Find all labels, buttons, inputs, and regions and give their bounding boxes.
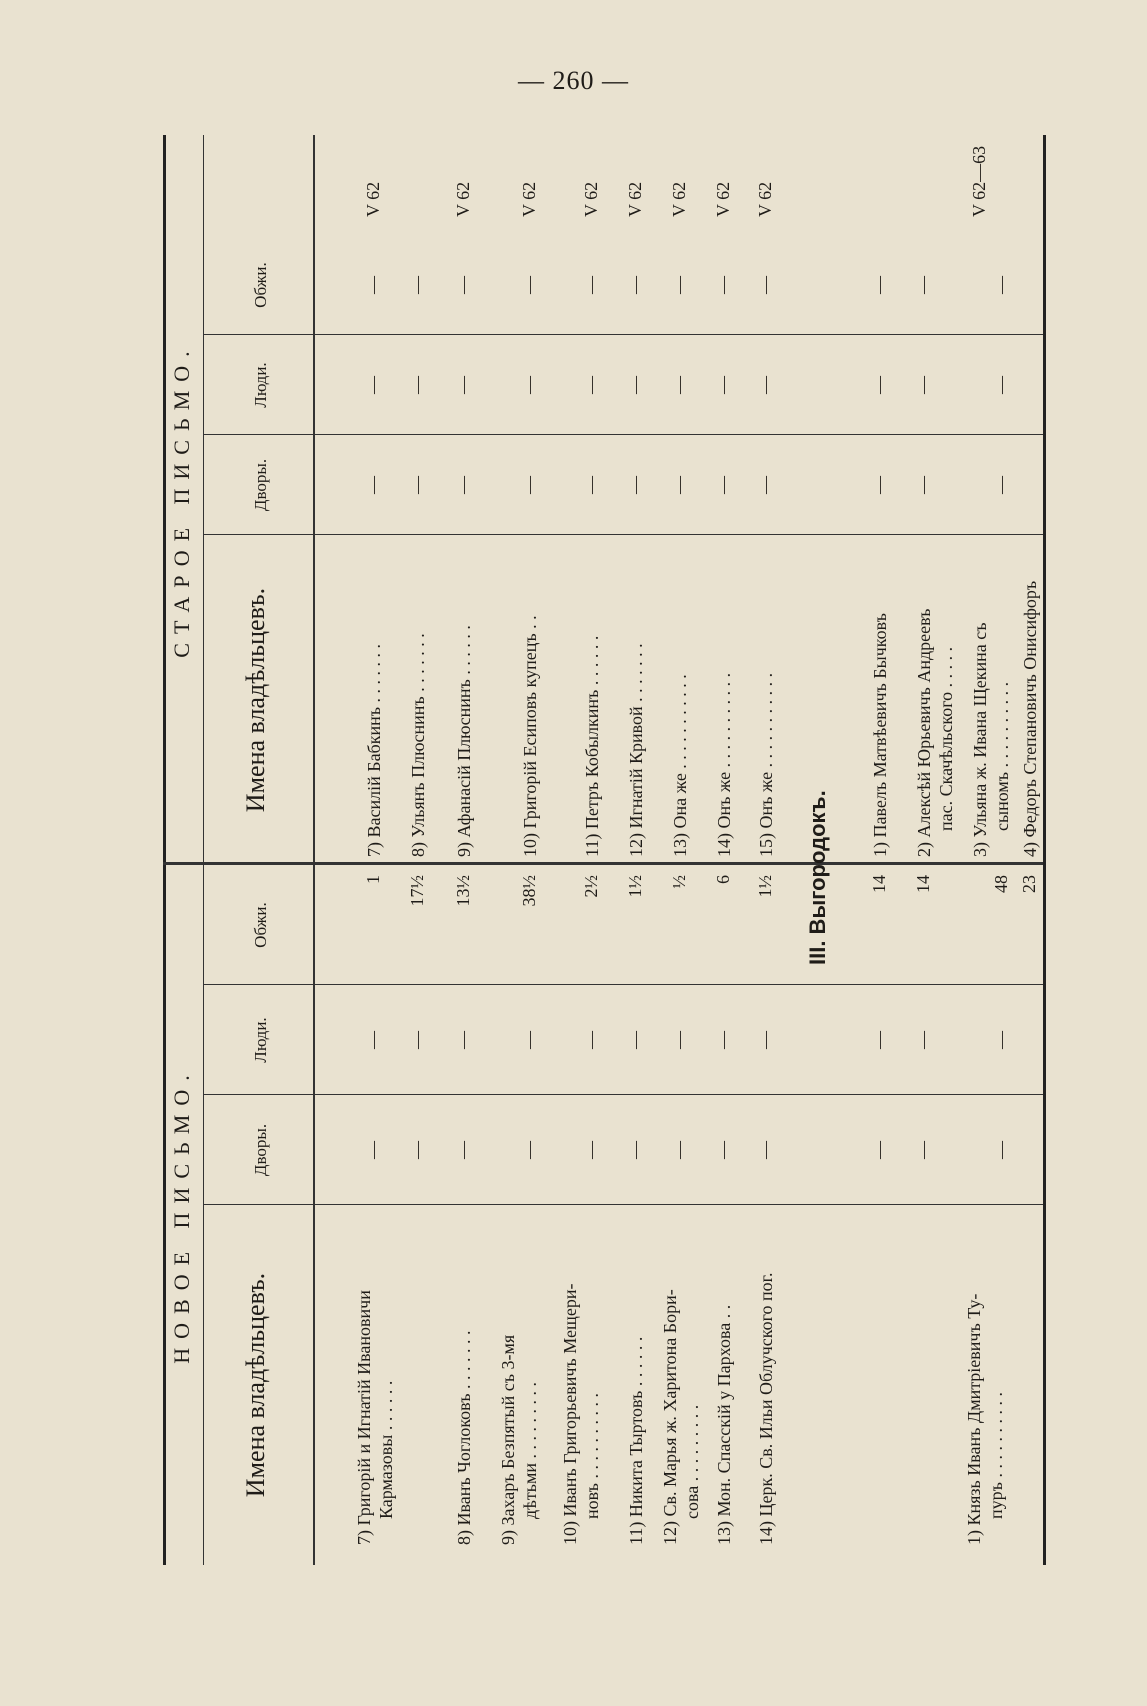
empty-cell-dash: — xyxy=(407,1141,427,1159)
empty-cell-dash: — xyxy=(755,276,775,294)
new-col-names: Имена владѣльцевъ. xyxy=(241,1272,270,1498)
empty-cell-dash: — xyxy=(991,1031,1011,1049)
empty-cell-dash: — xyxy=(453,376,473,394)
empty-cell-dash: — xyxy=(625,476,645,494)
new-owner-cont: пуръ . . . . . . . . . . xyxy=(986,1392,1006,1519)
new-obzhi: 48 xyxy=(991,875,1011,893)
old-owner-cont: сыномъ . . . . . . . . . . xyxy=(992,681,1012,831)
empty-cell-dash: — xyxy=(913,376,933,394)
ref: V 62 xyxy=(363,181,383,217)
old-col-obzhi: Обжи. xyxy=(251,262,270,308)
ref: V 62 xyxy=(519,181,539,217)
empty-cell-dash: — xyxy=(581,476,601,494)
new-obzhi: 14 xyxy=(869,875,889,893)
old-owner: 9) Афанасій Плюснинъ . . . . . . xyxy=(454,625,474,857)
empty-cell-dash: — xyxy=(625,1141,645,1159)
old-col-dvory: Дворы. xyxy=(251,458,270,512)
new-obzhi: 6 xyxy=(713,875,733,884)
new-owner-cont: дѣтьми . . . . . . . . . xyxy=(520,1381,540,1519)
new-col-obzhi: Обжи. xyxy=(251,902,270,948)
empty-cell-dash: — xyxy=(363,276,383,294)
header-rule xyxy=(313,135,315,1565)
old-owner: 8) Ульянъ Плюснинъ . . . . . . . xyxy=(408,633,428,857)
new-col-lyudi: Люди. xyxy=(251,1017,270,1063)
empty-cell-dash: — xyxy=(713,276,733,294)
empty-cell-dash: — xyxy=(991,376,1011,394)
ref: V 62 xyxy=(453,181,473,217)
empty-cell-dash: — xyxy=(991,276,1011,294)
new-owner: 8) Иванъ Чоглоковъ . . . . . . . xyxy=(454,1330,474,1545)
page-number: — 260 — xyxy=(518,66,629,95)
section-divider xyxy=(163,862,1043,865)
old-owner: 1) Павелъ Матвѣевичъ Бычковъ xyxy=(870,613,890,857)
old-section-title: СТАРОЕ ПИСЬМО. xyxy=(169,342,194,658)
ref: V 62 xyxy=(755,181,775,217)
empty-cell-dash: — xyxy=(453,476,473,494)
ref: V 62 xyxy=(581,181,601,217)
empty-cell-dash: — xyxy=(407,376,427,394)
title-rule xyxy=(203,135,204,1565)
new-obzhi: 13½ xyxy=(453,875,473,907)
ref: V 62—63 xyxy=(969,145,989,217)
empty-cell-dash: — xyxy=(581,276,601,294)
empty-cell-dash: — xyxy=(363,1141,383,1159)
old-owner: 12) Игнатій Кривой . . . . . . . xyxy=(626,643,646,857)
empty-cell-dash: — xyxy=(581,1031,601,1049)
empty-cell-dash: — xyxy=(755,1031,775,1049)
empty-cell-dash: — xyxy=(869,1031,889,1049)
old-owner: 2) Алексѣй Юрьевичъ Андреевъ xyxy=(914,608,934,857)
new-obzhi: 23 xyxy=(1019,875,1039,893)
old-owner: 11) Петръ Кобылкинъ . . . . . . xyxy=(582,635,602,857)
old-owner: 4) Федоръ Степановичъ Онисифоръ xyxy=(1020,580,1040,857)
empty-cell-dash: — xyxy=(519,376,539,394)
new-col-dvory: Дворы. xyxy=(251,1123,270,1177)
new-owner-cont: сова . . . . . . . . . xyxy=(682,1404,702,1519)
empty-cell-dash: — xyxy=(363,476,383,494)
empty-cell-dash: — xyxy=(581,1141,601,1159)
empty-cell-dash: — xyxy=(519,1141,539,1159)
register-table xyxy=(163,135,1043,1565)
old-col-lyudi: Люди. xyxy=(251,362,270,408)
new-owner: 11) Никита Тыртовъ . . . . . . xyxy=(626,1336,646,1545)
empty-cell-dash: — xyxy=(669,1141,689,1159)
empty-cell-dash: — xyxy=(869,276,889,294)
new-obzhi: 1½ xyxy=(755,875,775,898)
new-obzhi: 2½ xyxy=(581,875,601,898)
empty-cell-dash: — xyxy=(669,476,689,494)
empty-cell-dash: — xyxy=(453,1031,473,1049)
new-owner: 9) Захаръ Безпятый съ 3-мя xyxy=(498,1334,518,1545)
empty-cell-dash: — xyxy=(869,1141,889,1159)
empty-cell-dash: — xyxy=(363,376,383,394)
old-owner: 13) Она же . . . . . . . . . . . xyxy=(670,674,690,857)
new-obzhi: 17½ xyxy=(407,875,427,907)
empty-cell-dash: — xyxy=(625,1031,645,1049)
empty-cell-dash: — xyxy=(453,276,473,294)
new-owner: 13) Мон. Спасскій у Пархова . . xyxy=(714,1304,734,1545)
old-owner: 3) Ульяна ж. Ивана Щекина съ xyxy=(970,622,990,857)
old-owner: 14) Онъ же . . . . . . . . . . . xyxy=(714,672,734,857)
old-owner: 10) Григорій Есиповъ купецъ . . xyxy=(520,615,540,857)
old-owner-cont: пас. Скачѣльского . . . . . xyxy=(936,646,956,831)
ref: V 62 xyxy=(669,181,689,217)
empty-cell-dash: — xyxy=(991,476,1011,494)
empty-cell-dash: — xyxy=(755,1141,775,1159)
old-owner: 7) Василій Бабкинъ . . . . . . . xyxy=(364,643,384,857)
empty-cell-dash: — xyxy=(713,1141,733,1159)
new-obzhi: 1½ xyxy=(625,875,645,898)
empty-cell-dash: — xyxy=(625,376,645,394)
empty-cell-dash: — xyxy=(755,376,775,394)
empty-cell-dash: — xyxy=(625,276,645,294)
new-owner: 10) Иванъ Григорьевичъ Мещери- xyxy=(560,1283,580,1545)
empty-cell-dash: — xyxy=(669,376,689,394)
empty-cell-dash: — xyxy=(991,1141,1011,1159)
new-owner-cont: новъ . . . . . . . . . . xyxy=(582,1393,602,1519)
new-owner-cont: Кармазовы . . . . . . xyxy=(376,1380,396,1519)
empty-cell-dash: — xyxy=(453,1141,473,1159)
new-owner: 14) Церк. Св. Ильи Облучского пог. xyxy=(756,1272,776,1545)
empty-cell-dash: — xyxy=(913,476,933,494)
ref: V 62 xyxy=(625,181,645,217)
new-obzhi: 14 xyxy=(913,875,933,893)
empty-cell-dash: — xyxy=(913,276,933,294)
empty-cell-dash: — xyxy=(713,376,733,394)
empty-cell-dash: — xyxy=(581,376,601,394)
empty-cell-dash: — xyxy=(913,1031,933,1049)
new-obzhi: 38½ xyxy=(519,875,539,907)
new-owner: 7) Григорій и Игнатій Ивановичи xyxy=(354,1290,374,1545)
new-obzhi-first: 1 xyxy=(363,875,383,884)
empty-cell-dash: — xyxy=(407,276,427,294)
subsection-title: III. Выгородокъ. xyxy=(805,790,830,965)
empty-cell-dash: — xyxy=(669,276,689,294)
new-owner: 1) Князь Иванъ Дмитріевичъ Ту- xyxy=(964,1293,984,1545)
empty-cell-dash: — xyxy=(755,476,775,494)
ref: V 62 xyxy=(713,181,733,217)
empty-cell-dash: — xyxy=(519,276,539,294)
empty-cell-dash: — xyxy=(913,1141,933,1159)
new-owner: 12) Св. Марья ж. Харитона Бори- xyxy=(660,1289,680,1545)
empty-cell-dash: — xyxy=(519,476,539,494)
old-owner: 15) Онъ же . . . . . . . . . . . xyxy=(756,672,776,857)
empty-cell-dash: — xyxy=(363,1031,383,1049)
empty-cell-dash: — xyxy=(669,1031,689,1049)
empty-cell-dash: — xyxy=(713,476,733,494)
empty-cell-dash: — xyxy=(407,1031,427,1049)
empty-cell-dash: — xyxy=(407,476,427,494)
table-border-bottom xyxy=(1043,135,1046,1565)
empty-cell-dash: — xyxy=(519,1031,539,1049)
empty-cell-dash: — xyxy=(713,1031,733,1049)
new-obzhi: ½ xyxy=(669,875,689,889)
new-section-title: НОВОЕ ПИСЬМО. xyxy=(169,1066,194,1364)
empty-cell-dash: — xyxy=(869,476,889,494)
empty-cell-dash: — xyxy=(869,376,889,394)
table-border-top xyxy=(163,135,166,1565)
old-col-names: Имена владѣльцевъ. xyxy=(241,587,270,813)
